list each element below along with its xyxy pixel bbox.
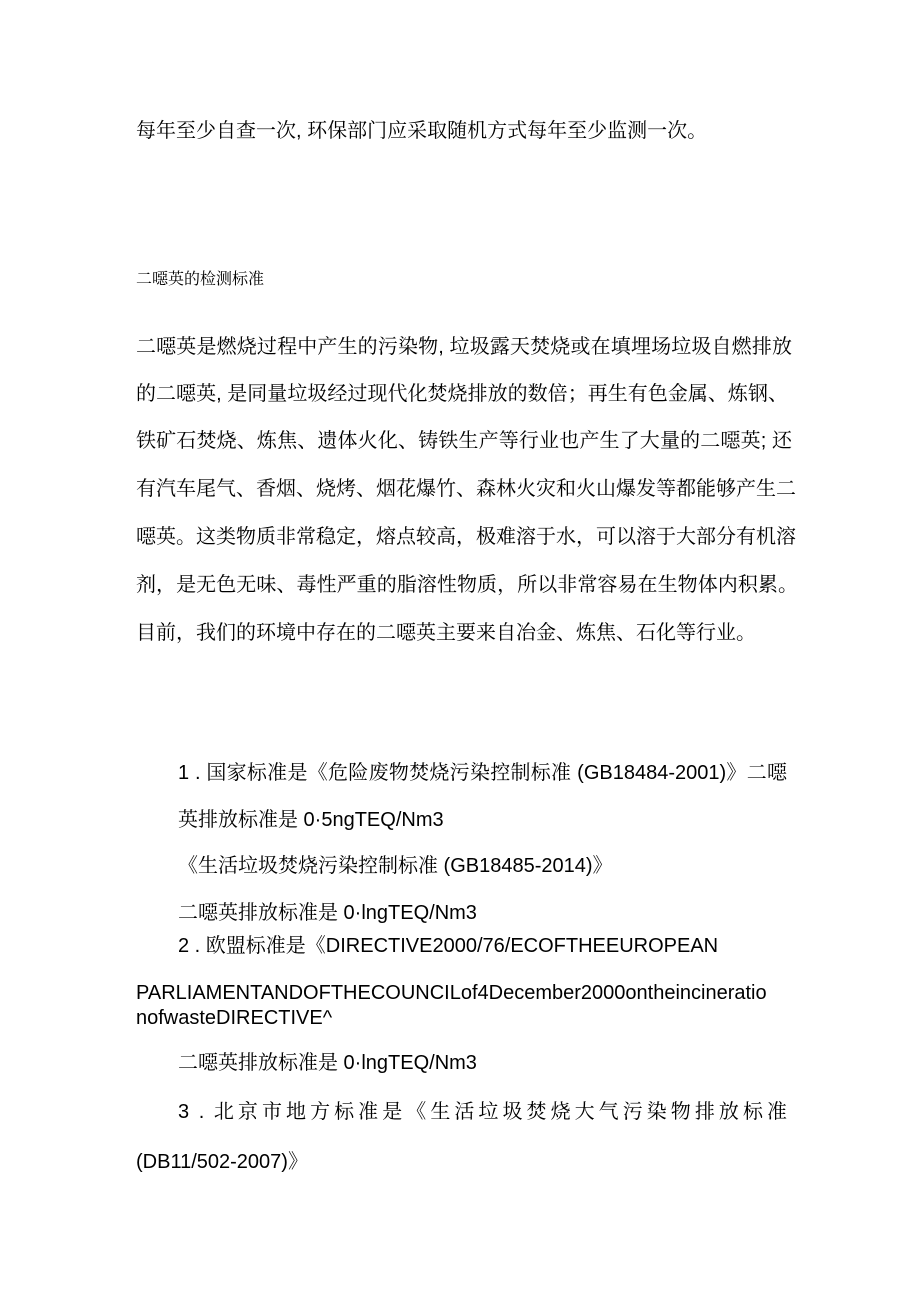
standard-item-1-subtitle: 《生活垃圾焚烧污染控制标准 (GB18485-2014)》 bbox=[178, 855, 613, 877]
intro-text: 每年至少自查一次, 环保部门应采取随机方式每年至少监测一次。 bbox=[136, 120, 708, 142]
standard-item-2-title-end: nofwasteDIRECTIVE^ bbox=[136, 1007, 333, 1029]
paragraph-line: 铁矿石焚烧、炼焦、遗体火化、铸铁生产等行业也产生了大量的二噁英; 还 bbox=[136, 430, 792, 452]
standard-item-3-title-end: (DB11/502-2007)》 bbox=[136, 1151, 308, 1173]
section-heading: 二噁英的检测标准 bbox=[136, 271, 265, 288]
paragraph-line: 目前，我们的环境中存在的二噁英主要来自冶金、炼焦、石化等行业。 bbox=[136, 622, 756, 644]
paragraph-line: 二噁英是燃烧过程中产生的污染物, 垃圾露天焚烧或在填埋场垃圾自燃排放 bbox=[136, 336, 792, 358]
standard-item-1-sub-limit: 二噁英排放标准是 0·lngTEQ/Nm3 bbox=[178, 902, 477, 924]
standard-item-1-title: 1 . 国家标准是《危险废物焚烧污染控制标准 (GB18484-2001)》二噁 bbox=[178, 762, 787, 784]
paragraph-line: 剂，是无色无味、毒性严重的脂溶性物质，所以非常容易在生物体内积累。 bbox=[136, 574, 798, 596]
standard-item-2-title-cont: PARLIAMENTANDOFTHECOUNCILof4December2000ontheincineratio bbox=[136, 982, 767, 1004]
standard-item-2-title: 2 . 欧盟标准是《DIRECTIVE2000/76/ECOFTHEEUROPEAN bbox=[178, 935, 719, 957]
paragraph-line: 的二噁英, 是同量垃圾经过现代化焚烧排放的数倍；再生有色金属、炼钢、 bbox=[136, 383, 788, 405]
paragraph-line: 有汽车尾气、香烟、烧烤、烟花爆竹、森林火灾和火山爆发等都能够产生二 bbox=[136, 478, 796, 500]
paragraph-line: 噁英。这类物质非常稳定，熔点较高，极难溶于水，可以溶于大部分有机溶 bbox=[136, 526, 796, 548]
standard-item-1-limit: 英排放标准是 0·5ngTEQ/Nm3 bbox=[178, 809, 444, 831]
standard-item-2-limit: 二噁英排放标准是 0·lngTEQ/Nm3 bbox=[178, 1052, 477, 1074]
standard-item-3-title: 3 . 北京市地方标准是《生活垃圾焚烧大气污染物排放标准 bbox=[178, 1101, 787, 1123]
